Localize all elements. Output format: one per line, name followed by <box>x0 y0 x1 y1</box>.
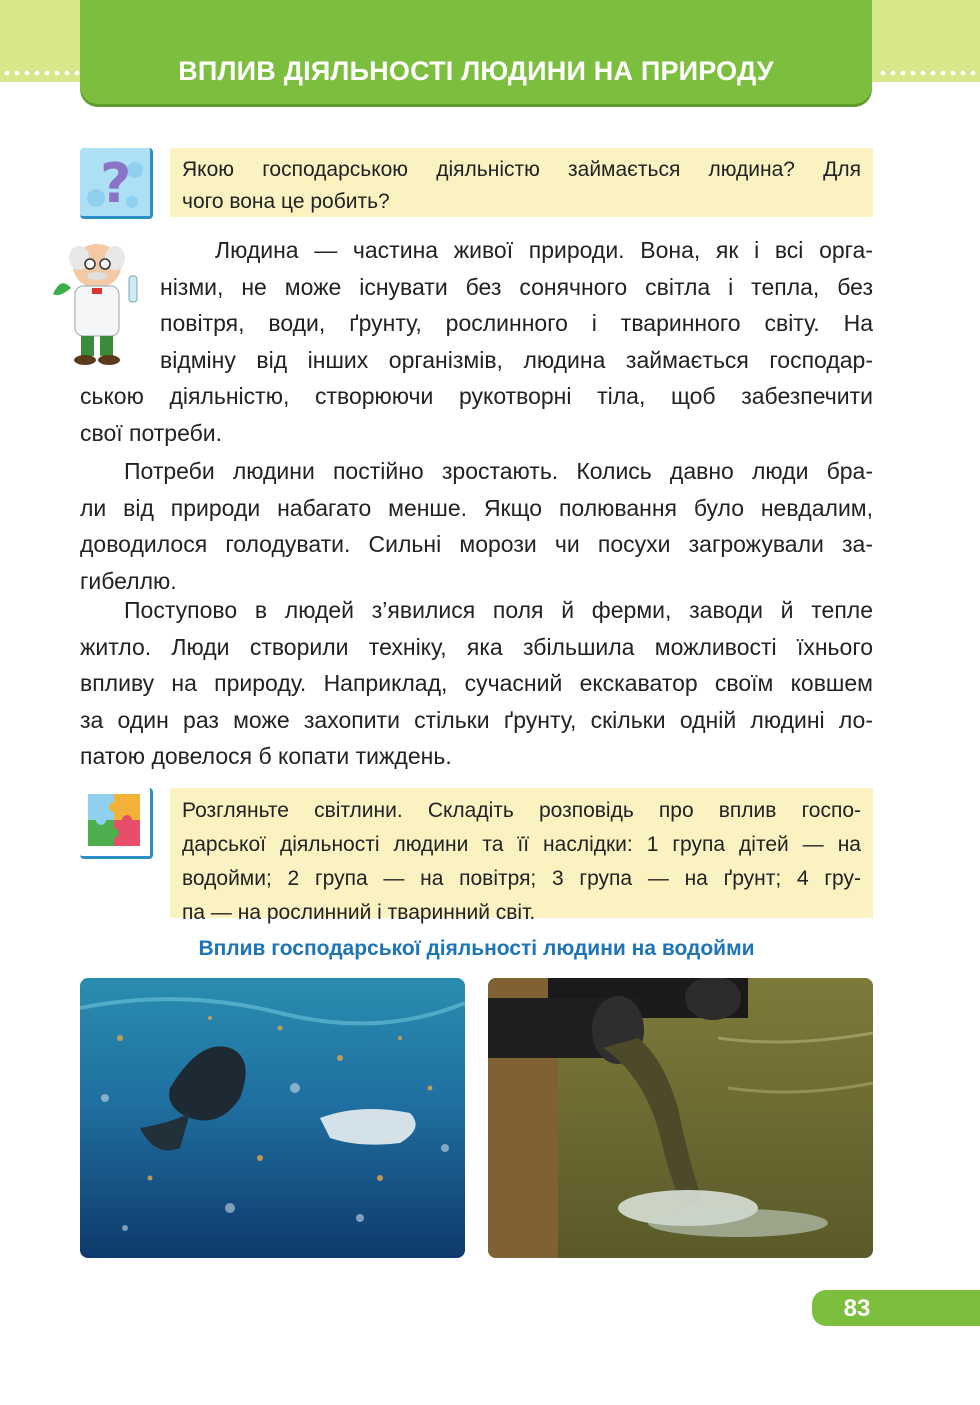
puzzle-icon <box>80 788 153 859</box>
decorative-dots-right <box>878 70 978 76</box>
text-line: відміну від інших організмів, людина займається господар- <box>160 346 873 373</box>
text-line: Потреби людини постійно зростають. Колись давно люди бра- <box>124 458 873 484</box>
title-bar <box>80 0 872 104</box>
paragraph-3 <box>80 592 873 775</box>
task-line: дарської діяльності людини та її наслідки: 1 група дітей — на <box>182 833 861 856</box>
paragraph-2 <box>80 453 873 599</box>
task-line: водойми; 2 група — на повітря; 3 група — на ґрунт; 4 гру- <box>182 867 861 890</box>
text-line: доводилося голодувати. Сильні морози чи посухи загрожували за- <box>80 531 873 557</box>
text-line: повітря, води, ґрунту, рослинного і тваринного світу. На <box>160 310 873 336</box>
sewage-pipe-discharge-photo <box>488 978 873 1258</box>
page-number: 83 <box>843 1295 871 1322</box>
page-number-tab <box>812 1290 980 1326</box>
text-line: за один раз може захопити стільки ґрунту, скільки одній людині ло- <box>80 706 873 733</box>
photo-caption: Вплив господарської діяльності людини на водойми <box>198 937 755 960</box>
text-line: Поступово в людей з’явилися поля й ферми, заводи й тепле <box>124 597 873 623</box>
text-line: впливу на природу. Наприклад, сучасний екскаватор своїм ковшем <box>80 670 873 696</box>
paragraph-1-continuation <box>80 378 873 451</box>
text-line: патою довелося б копати тиждень. <box>80 743 452 769</box>
question-mark-icon <box>80 148 153 219</box>
task-line: Розгляньте світлини. Складіть розповідь про вплив госпо- <box>182 799 861 822</box>
question-box <box>170 148 873 217</box>
underwater-plastic-pollution-photo <box>80 978 465 1258</box>
text-line: нізми, не може існувати без сонячного світла і тепла, без <box>160 273 873 300</box>
svg-text:?: ? <box>100 152 132 215</box>
question-line: чого вона це робить? <box>182 190 390 213</box>
text-line: житло. Люди створили техніку, яка збільшила можливості їхнього <box>80 633 873 660</box>
page-title: ВПЛИВ ДІЯЛЬНОСТІ ЛЮДИНИ НА ПРИРОДУ <box>178 56 774 86</box>
task-box <box>170 788 873 924</box>
text-line: гибеллю. <box>80 567 177 594</box>
text-line: свої потреби. <box>80 419 223 446</box>
decorative-dots-left <box>2 70 80 76</box>
paragraph-1-intro <box>160 232 873 378</box>
text-line: ли від природи набагато менше. Якщо полювання було невдалим, <box>80 494 873 521</box>
text-line: Людина — частина живої природи. Вона, як і всі орга- <box>215 237 873 263</box>
task-line: па — на рослинний і тваринний світ. <box>182 901 536 924</box>
text-line: ською діяльністю, створюючи рукотворні тіла, щоб забезпечити <box>80 383 873 409</box>
question-line: Якою господарською діяльністю займається людина? Для <box>182 158 861 181</box>
professor-illustration <box>45 236 160 366</box>
